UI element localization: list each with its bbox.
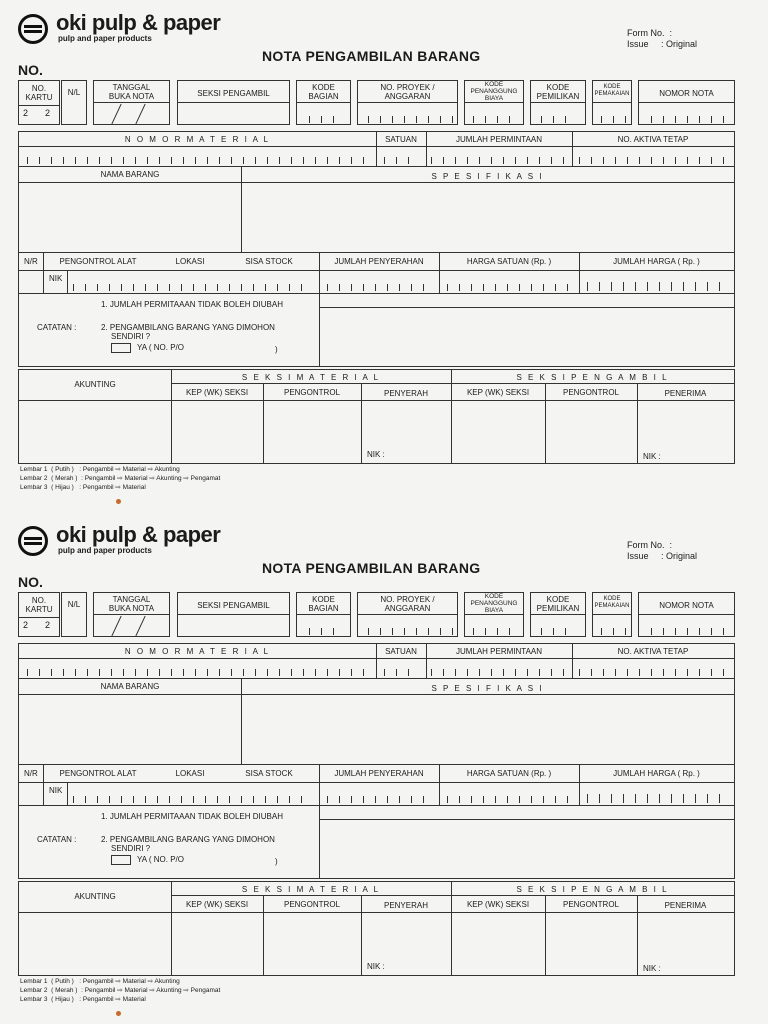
kode-pemakaian-box[interactable] [592,592,632,637]
seksi-material-label: S E K S I M A T E R I A L [241,373,381,382]
no-proyek-box[interactable] [357,592,458,637]
form-number-label: NO. [18,62,43,78]
nama-barang-field[interactable] [21,696,239,762]
catatan-item-1: 1. JUMLAH PERMITAAAN TIDAK BOLEH DIUBAH [101,300,283,309]
perforation-mark-icon [116,1011,121,1016]
jumlah-penyerahan-label: JUMLAH PENYERAHAN [334,257,424,266]
kartu-digit-2: 2 [45,108,51,118]
kode-bagian-box[interactable] [296,80,351,125]
issue-label: Issue : Original [627,39,698,49]
kode-penanggung-label: KODE PENANGGUNG BIAYA [470,593,518,614]
lokasi-label: LOKASI [175,769,205,778]
satuan-label: SATUAN [385,647,417,656]
form-title: NOTA PENGAMBILAN BARANG [262,48,481,64]
form-title: NOTA PENGAMBILAN BARANG [262,560,481,576]
catatan-field[interactable] [322,822,732,876]
nomor-material-label: N O M O R M A T E R I A L [124,135,271,144]
seksi-pengambil-group-label: S E K S I P E N G A M B I L [516,885,669,894]
no-aktiva-label: NO. AKTIVA TETAP [617,647,689,656]
kode-pemakaian-label: KODE PEMAKAIAN [594,84,630,97]
catatan-item-1: 1. JUMLAH PERMITAAAN TIDAK BOLEH DIUBAH [101,812,283,821]
po-close-paren: ) [275,857,278,866]
no-aktiva-field[interactable] [579,669,727,676]
legend-row-1: Lembar 1 ( Putih ) : Pengambil ⇨ Material ⇨ Akunting [20,978,180,985]
ya-po-label: YA ( NO. P/O [137,343,184,352]
jumlah-penyerahan-label: JUMLAH PENYERAHAN [334,769,424,778]
akunting-label: AKUNTING [74,380,116,389]
pengambil-pengontrol-label: PENGONTROL [562,900,619,909]
no-proyek-box[interactable] [357,80,458,125]
jumlah-permintaan-label: JUMLAH PERMINTAAN [455,647,543,656]
nl-box[interactable] [61,592,87,637]
nomor-nota-label: NOMOR NOTA [659,89,714,98]
catatan-field[interactable] [322,310,732,364]
jumlah-penyerahan-field[interactable] [327,796,433,803]
nomor-nota-label: NOMOR NOTA [659,601,714,610]
jumlah-permintaan-label: JUMLAH PERMINTAAN [455,135,543,144]
nama-barang-label: NAMA BARANG [100,170,160,179]
seksi-pengambil-box[interactable] [177,592,290,637]
nomor-material-label: N O M O R M A T E R I A L [124,647,271,656]
ya-po-label: YA ( NO. P/O [137,855,184,864]
no-proyek-label: NO. PROYEK / ANGGARAN [380,595,435,613]
kartu-digit-1: 2 [23,108,29,118]
catatan-label: CATATAN : [37,323,77,332]
kode-penanggung-box[interactable] [464,80,524,125]
akunting-label: AKUNTING [74,892,116,901]
nr-label: N/R [24,769,38,778]
penyerah-nik-label: NIK : [367,962,385,971]
nr-label: N/R [24,257,38,266]
oki-logo-icon [18,526,48,556]
nl-box[interactable] [61,80,87,125]
legend-row-3: Lembar 3 ( Hijau ) : Pengambil ⇨ Material [20,484,146,491]
spesifikasi-field[interactable] [244,184,732,250]
kode-pemilikan-label: KODE PEMILIKAN [536,83,580,101]
no-kartu-box[interactable] [18,592,60,637]
tanggal-label: TANGGAL BUKA NOTA [108,83,155,101]
material-kep-label: KEP (WK) SEKSI [185,900,249,909]
satuan-field[interactable] [384,669,420,676]
kartu-digit-2: 2 [45,620,51,630]
pengontrol-alat-label: PENGONTROL ALAT [59,257,137,266]
seksi-pengambil-group-label: S E K S I P E N G A M B I L [516,373,669,382]
kode-bagian-label: KODE BAGIAN [308,595,339,613]
no-kartu-label: NO. KARTU [25,596,53,614]
jumlah-harga-field[interactable] [587,794,727,803]
pengambil-pengontrol-label: PENGONTROL [562,388,619,397]
po-close-paren: ) [275,345,278,354]
catatan-item-2: 2. PENGAMBILANG BARANG YANG DIMOHON [101,323,275,332]
brand-name: oki pulp & paper [56,522,221,547]
nik-label: NIK [49,274,63,283]
oki-logo-icon [18,14,48,44]
kartu-digit-1: 2 [23,620,29,630]
seksi-pengambil-label: SEKSI PENGAMBIL [197,89,270,98]
form-no-label: Form No. : [627,28,673,38]
sisa-stock-label: SISA STOCK [245,257,293,266]
jumlah-harga-field[interactable] [587,282,727,291]
no-kartu-label: NO. KARTU [25,84,53,102]
jumlah-harga-label: JUMLAH HARGA ( Rp. ) [613,257,700,266]
tanggal-box[interactable] [93,80,170,125]
form-number-label: NO. [18,574,43,590]
satuan-label: SATUAN [385,135,417,144]
penerima-label: PENERIMA [664,389,707,398]
sisa-stock-label: SISA STOCK [245,769,293,778]
nama-barang-label: NAMA BARANG [100,682,160,691]
brand-name: oki pulp & paper [56,10,221,35]
tanggal-label: TANGGAL BUKA NOTA [108,595,155,613]
seksi-pengambil-label: SEKSI PENGAMBIL [197,601,270,610]
kode-bagian-box[interactable] [296,592,351,637]
legend-row-1: Lembar 1 ( Putih ) : Pengambil ⇨ Material ⇨ Akunting [20,466,180,473]
spesifikasi-field[interactable] [244,696,732,762]
no-aktiva-label: NO. AKTIVA TETAP [617,135,689,144]
legend-row-3: Lembar 3 ( Hijau ) : Pengambil ⇨ Material [20,996,146,1003]
nomor-nota-box[interactable] [638,592,735,637]
jumlah-permintaan-field[interactable] [431,157,567,164]
jumlah-penyerahan-field[interactable] [327,284,433,291]
brand-tagline: pulp and paper products [58,546,152,555]
no-aktiva-field[interactable] [579,157,727,164]
catatan-item-2b: SENDIRI ? [111,332,151,341]
catatan-item-2b: SENDIRI ? [111,844,151,853]
penerima-nik-label: NIK : [643,452,661,461]
kode-pemakaian-label: KODE PEMAKAIAN [594,596,630,609]
harga-satuan-label: HARGA SATUAN (Rp. ) [466,257,552,266]
spesifikasi-label: S P E S I F I K A S I [431,684,544,693]
catatan-label: CATATAN : [37,835,77,844]
perforation-mark-icon [116,499,121,504]
pengambil-kep-label: KEP (WK) SEKSI [466,900,530,909]
satuan-field[interactable] [384,157,420,164]
nl-label: N/L [67,88,81,97]
kode-penanggung-label: KODE PENANGGUNG BIAYA [470,81,518,102]
material-table [18,643,735,879]
lokasi-label: LOKASI [175,257,205,266]
no-proyek-label: NO. PROYEK / ANGGARAN [380,83,435,101]
kode-pemakaian-box[interactable] [592,80,632,125]
kode-pemilikan-box[interactable] [530,80,586,125]
issue-label: Issue : Original [627,551,698,561]
harga-satuan-field[interactable] [447,796,573,803]
spesifikasi-label: S P E S I F I K A S I [431,172,544,181]
pengambil-kep-label: KEP (WK) SEKSI [466,388,530,397]
nama-barang-field[interactable] [21,184,239,250]
penyerah-label: PENYERAH [383,901,428,910]
penerima-label: PENERIMA [664,901,707,910]
form-copy-bottom [0,512,768,1024]
form-no-label: Form No. : [627,540,673,550]
harga-satuan-label: HARGA SATUAN (Rp. ) [466,769,552,778]
nomor-material-field[interactable] [27,157,367,164]
harga-satuan-field[interactable] [447,284,573,291]
penerima-nik-label: NIK : [643,964,661,973]
material-table [18,131,735,367]
material-pengontrol-label: PENGONTROL [283,900,340,909]
legend-row-2: Lembar 2 ( Merah ) : Pengambil ⇨ Material ⇨ Akunting ⇨ Pengamat [20,987,221,994]
kode-bagian-label: KODE BAGIAN [308,83,339,101]
nomor-material-field[interactable] [27,669,367,676]
penyerah-nik-label: NIK : [367,450,385,459]
ya-checkbox[interactable] [111,343,131,353]
material-pengontrol-label: PENGONTROL [283,388,340,397]
pengontrol-alat-field[interactable] [73,796,311,803]
kode-pemilikan-label: KODE PEMILIKAN [536,595,580,613]
pengontrol-alat-label: PENGONTROL ALAT [59,769,137,778]
tanggal-box[interactable] [93,592,170,637]
pengontrol-alat-field[interactable] [73,284,311,291]
nomor-nota-box[interactable] [638,80,735,125]
ya-checkbox[interactable] [111,855,131,865]
signature-table [18,369,735,464]
nik-label: NIK [49,786,63,795]
jumlah-harga-label: JUMLAH HARGA ( Rp. ) [613,769,700,778]
brand-tagline: pulp and paper products [58,34,152,43]
kode-pemilikan-box[interactable] [530,592,586,637]
material-kep-label: KEP (WK) SEKSI [185,388,249,397]
jumlah-permintaan-field[interactable] [431,669,567,676]
catatan-item-2: 2. PENGAMBILANG BARANG YANG DIMOHON [101,835,275,844]
legend-row-2: Lembar 2 ( Merah ) : Pengambil ⇨ Material ⇨ Akunting ⇨ Pengamat [20,475,221,482]
no-kartu-box[interactable] [18,80,60,125]
kode-penanggung-box[interactable] [464,592,524,637]
seksi-pengambil-box[interactable] [177,80,290,125]
seksi-material-label: S E K S I M A T E R I A L [241,885,381,894]
nl-label: N/L [67,600,81,609]
signature-table [18,881,735,976]
penyerah-label: PENYERAH [383,389,428,398]
